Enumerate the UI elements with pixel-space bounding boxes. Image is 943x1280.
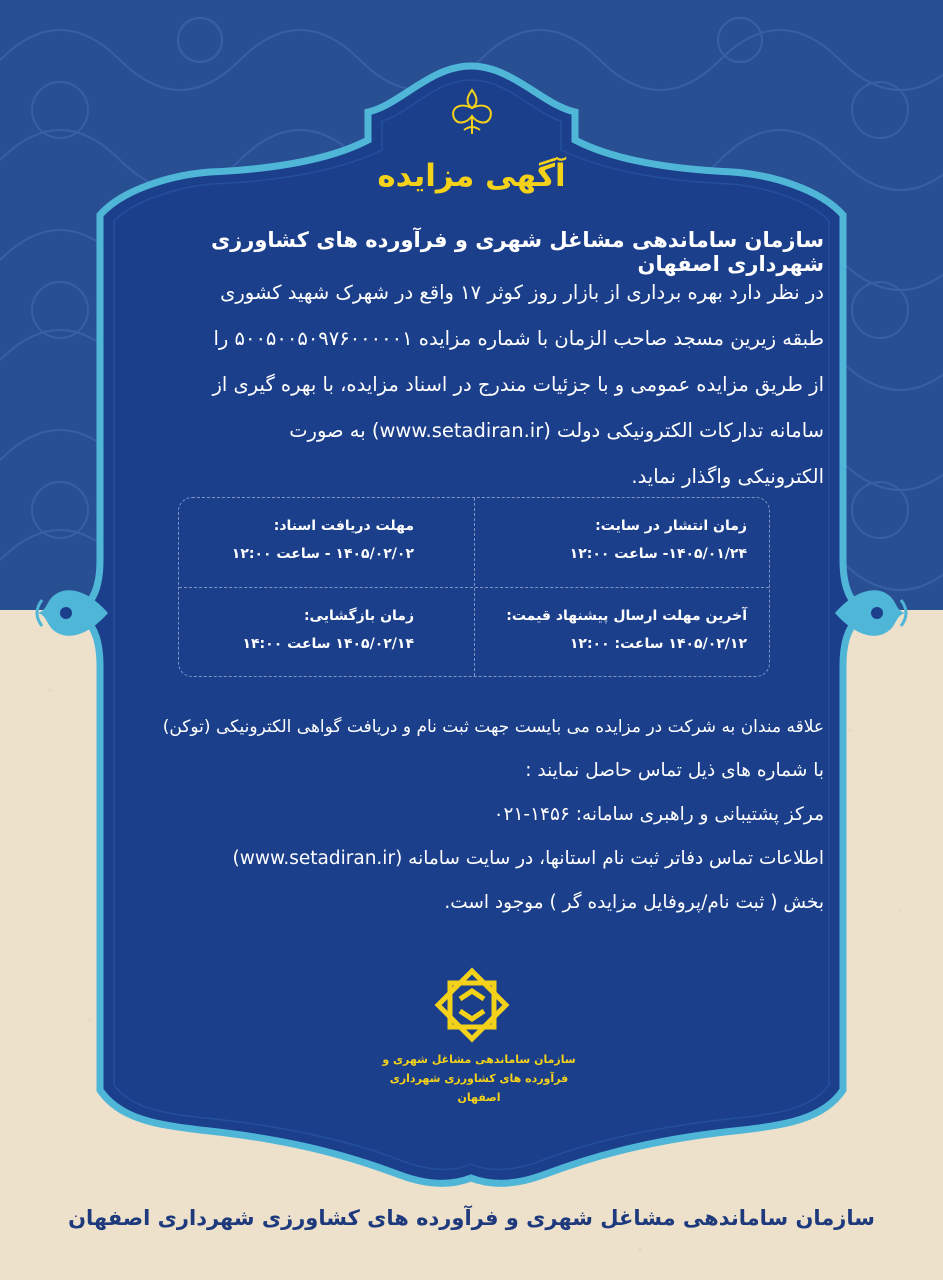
contact-line: با شماره های ذیل تماس حاصل نمایند : [525,760,824,781]
logo-caption-line: فرآورده های کشاورزی شهرداری اصفهان [389,1072,569,1104]
left-flourish-icon [28,580,112,646]
logo-caption-line: سازمان ساماندهی مشاغل شهری و [382,1053,576,1066]
publish-time-cell [497,518,747,562]
contact-line: علاقه مندان به شرکت در مزایده می بایست جهت ثبت نام و دریافت گواهی الکترونیکی (توکن) [162,717,824,737]
body-line: طبقه زیرین مسجد صاحب الزمان با شماره مزایده ۵۰۰۵۰۰۵۰۹۷۶۰۰۰۰۰۱ را [213,327,824,350]
body-line: از طریق مزایده عمومی و با جزئیات مندرج در اسناد مزایده، با بهره گیری از [212,373,824,396]
divider [179,587,769,588]
body-line: سامانه تدارکات الکترونیکی دولت (www.setadiran.ir) به صورت [289,419,824,442]
opening-time-label: زمان بازگشایی: [303,608,414,624]
notice-body [122,270,824,500]
body-line: الکترونیکی واگذار نماید. [631,465,824,488]
publish-time-label: زمان انتشار در سایت: [595,518,747,534]
logo-caption [370,1050,588,1107]
organization-heading: سازمان ساماندهی مشاغل شهری و فرآورده های کشاورزی شهرداری اصفهان [210,228,824,276]
bid-deadline-value: ۱۴۰۵/۰۲/۱۲ ساعت: ۱۲:۰۰ [569,636,747,652]
bid-deadline-label: آخرین مهلت ارسال پیشنهاد قیمت: [506,608,747,624]
organization-logo-icon [430,963,514,1047]
publish-time-value: ۱۴۰۵/۰۱/۲۴- ساعت ۱۲:۰۰ [569,546,747,562]
top-ornament-icon [444,86,500,138]
opening-time-value: ۱۴۰۵/۰۲/۱۴ ساعت ۱۴:۰۰ [242,636,414,652]
body-line: در نظر دارد بهره برداری از بازار روز کوثر ۱۷ واقع در شهرک شهید کشوری [220,281,824,304]
docs-deadline-value: ۱۴۰۵/۰۲/۰۲ - ساعت ۱۲:۰۰ [231,546,414,562]
footer-organization-name: سازمان ساماندهی مشاغل شهری و فرآورده های کشاورزی شهرداری اصفهان [68,1206,875,1230]
schedule-table [178,497,770,677]
contact-line: بخش ( ثبت نام/پروفایل مزایده گر ) موجود است. [444,892,824,913]
support-phone-line: مرکز پشتیبانی و راهبری سامانه: ۱۴۵۶-۰۲۱ [493,804,824,825]
opening-time-cell [164,608,414,652]
docs-deadline-cell [164,518,414,562]
contact-info [120,705,824,925]
right-flourish-icon [831,580,915,646]
bid-deadline-cell [497,608,747,652]
docs-deadline-label: مهلت دریافت اسناد: [273,518,414,534]
contact-line: اطلاعات تماس دفاتر ثبت نام استانها، در سایت سامانه (www.setadiran.ir) [232,848,824,869]
notice-title: آگهی مزایده [377,158,566,194]
